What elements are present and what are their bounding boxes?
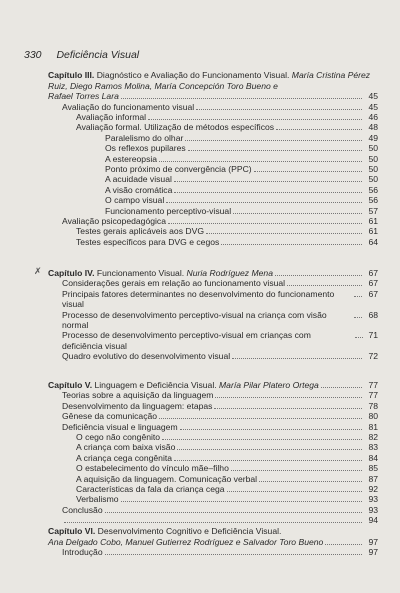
toc-entry xyxy=(48,330,378,351)
toc-entry-page: 72 xyxy=(368,351,378,362)
toc-entry-page: 56 xyxy=(368,184,378,195)
toc-entry-page: 87 xyxy=(368,473,378,484)
toc-entry xyxy=(48,401,378,411)
toc-entry-title: A criança cega congênita xyxy=(76,452,173,463)
toc-entry-title: O campo visual xyxy=(105,195,165,206)
toc-entry-title: O cego não congênito xyxy=(76,432,161,443)
toc-entry-title: Considerações gerais em relação ao funcionamento visual xyxy=(62,278,286,289)
toc-entry-page: 61 xyxy=(368,226,378,237)
page-header xyxy=(24,49,139,61)
toc-entry xyxy=(48,143,378,153)
toc-entry-page: 94 xyxy=(368,515,378,526)
toc-entry xyxy=(48,133,378,143)
toc-entry-page: 50 xyxy=(368,153,378,164)
toc-entry-title: Testes gerais aplicáveis aos DVG xyxy=(76,226,205,237)
toc-entry-page: 67 xyxy=(368,288,378,299)
toc-entry: Ana Delgado Cobo, Manuel Gutierrez Rodríguez e Salvador Toro Bueno 97 xyxy=(48,536,378,547)
toc-entry-page: 61 xyxy=(368,216,378,227)
toc-entry-page: 97 xyxy=(368,547,378,557)
toc-entry-title: A estereopsia xyxy=(105,153,158,164)
toc-entry-title: Processo de desenvolvimento perceptivo-visual na criança com visão normal xyxy=(62,309,327,331)
toc-entry-page: 50 xyxy=(368,174,378,185)
toc-entry xyxy=(48,411,378,421)
toc-entry-title: O estabelecimento do vínculo mãe–filho xyxy=(76,463,229,474)
toc-entry: Capítulo IV. Funcionamento Visual. Nuria Rodríguez Mena 67 xyxy=(48,268,378,278)
toc-entry xyxy=(48,474,378,484)
chapter-5 xyxy=(48,380,378,526)
toc-entry-title: Teorias sobre a aquisição da linguagem xyxy=(62,390,214,401)
toc-entry xyxy=(48,112,378,122)
toc-entry xyxy=(48,154,378,164)
toc-entry xyxy=(48,289,378,310)
toc-entry: Capítulo V. Linguagem e Deficiência Visual. María Pilar Platero Ortega 77 xyxy=(48,380,378,390)
toc-entry-page: 56 xyxy=(368,195,378,206)
toc-entry: Rafael Torres Lara 45 xyxy=(48,91,378,102)
toc-entry-title: Ponto próximo de convergência (PPC) xyxy=(105,164,252,175)
toc-entry xyxy=(48,390,378,400)
toc-entry-page: 57 xyxy=(368,205,378,216)
toc-entry-page: 78 xyxy=(368,400,378,411)
page-number: 330 xyxy=(24,49,42,61)
toc-entry xyxy=(48,102,378,112)
toc-entry-title: Avaliação informal xyxy=(76,112,147,122)
toc-entry-title: Introdução xyxy=(62,547,103,557)
toc-entry-page: 84 xyxy=(368,452,378,463)
chapter-6-title: Capítulo VI. Desenvolvimento Cognitivo e Deficiência Visual. xyxy=(48,526,282,536)
toc-entry-title: Processo de desenvolvimento perceptivo-visual em crianças com deficiência visual xyxy=(62,330,311,351)
toc-entry-title: A aquisição da linguagem. Comunicação verbal xyxy=(76,473,258,484)
toc-entry xyxy=(48,206,378,216)
toc-entry-page: 48 xyxy=(368,122,378,133)
toc-entry xyxy=(48,278,378,288)
toc-entry-title: A criança com baixa visão xyxy=(76,442,176,453)
toc-entry xyxy=(48,164,378,174)
toc-entry-page: 93 xyxy=(368,504,378,515)
running-title: Deficiência Visual xyxy=(56,49,140,61)
toc-entry-page: 46 xyxy=(368,112,378,122)
toc-entry-title: Desenvolvimento da linguagem: etapas xyxy=(62,400,213,411)
toc-entry xyxy=(48,494,378,504)
toc-entry-page: 92 xyxy=(368,484,378,495)
toc-entry xyxy=(48,122,378,132)
toc-entry xyxy=(48,216,378,226)
toc-entry-title: Gênese da comunicação xyxy=(62,411,158,422)
toc-entry-title: Deficiência visual e linguagem xyxy=(62,421,178,432)
toc-entry xyxy=(48,463,378,473)
toc-entry xyxy=(48,453,378,463)
toc-entry-title: Verbalismo xyxy=(76,494,119,505)
toc-entry-title: Quadro evolutivo do desenvolvimento visual xyxy=(62,351,231,362)
toc-entry-title: Avaliação formal. Utilização de métodos específicos xyxy=(76,122,275,133)
toc-entry-title: A acuidade visual xyxy=(105,174,172,185)
toc-entry xyxy=(48,195,378,205)
toc-entry xyxy=(48,237,378,247)
toc-entry-title: Testes específicos para DVG e cegos xyxy=(76,236,220,247)
pencil-mark-icon: ✗ xyxy=(34,266,42,276)
toc-entry xyxy=(48,515,378,525)
toc-entry-page: 85 xyxy=(368,463,378,474)
chapter-4 xyxy=(48,268,378,362)
toc-entry-title: Funcionamento perceptivo-visual xyxy=(105,205,232,216)
toc-entry-page: 81 xyxy=(368,421,378,432)
chapter-3 xyxy=(48,70,378,247)
toc-entry-page: 50 xyxy=(368,143,378,154)
toc-entry-title: Características da fala da criança cega xyxy=(76,484,225,495)
toc-entry-title: A visão cromática xyxy=(105,184,173,195)
toc-entry-title: Avaliação do funcionamento visual xyxy=(62,101,195,112)
toc-entry-page: 68 xyxy=(368,309,378,320)
toc-entry-page: 80 xyxy=(368,411,378,422)
toc-entry xyxy=(48,505,378,515)
chapter-3-title: Capítulo III. Diagnóstico e Avaliação do Funcionamento Visual. María Cristina Pérez Ruiz, Diego Ramos Molina, María Concepción Toro Bueno e xyxy=(48,70,371,91)
toc-entry xyxy=(48,484,378,494)
toc-entry xyxy=(48,547,378,557)
toc-entry-page: 49 xyxy=(368,132,378,143)
toc-entry xyxy=(48,174,378,184)
toc-entry-page: 93 xyxy=(368,494,378,505)
toc-entry-page: 50 xyxy=(368,164,378,175)
toc-entry xyxy=(48,351,378,361)
toc-entry xyxy=(48,432,378,442)
toc-entry-page: 71 xyxy=(368,330,378,341)
toc-entry-title: Paralelismo do olhar xyxy=(105,132,184,143)
toc-entry-title: Conclusão xyxy=(62,504,103,515)
chapter-6 xyxy=(48,526,378,557)
toc-entry-title: Avaliação psicopedagógica xyxy=(62,216,166,227)
toc-entry xyxy=(48,442,378,452)
toc-entry-title: Principais fatores determinantes no desenvolvimento do funcionamento visual xyxy=(62,288,335,310)
toc-entry-page: 45 xyxy=(368,101,378,112)
toc-entry-title: Os reflexos pupilares xyxy=(105,143,186,154)
toc-entry xyxy=(48,185,378,195)
toc-entry-page: 82 xyxy=(368,432,378,443)
toc-entry-page: 64 xyxy=(368,236,378,247)
toc-entry-page: 77 xyxy=(368,390,378,401)
toc-entry-page: 83 xyxy=(368,442,378,453)
toc-entry xyxy=(48,310,378,331)
toc-entry-page: 67 xyxy=(368,278,378,289)
toc-entry xyxy=(48,422,378,432)
toc-entry xyxy=(48,226,378,236)
